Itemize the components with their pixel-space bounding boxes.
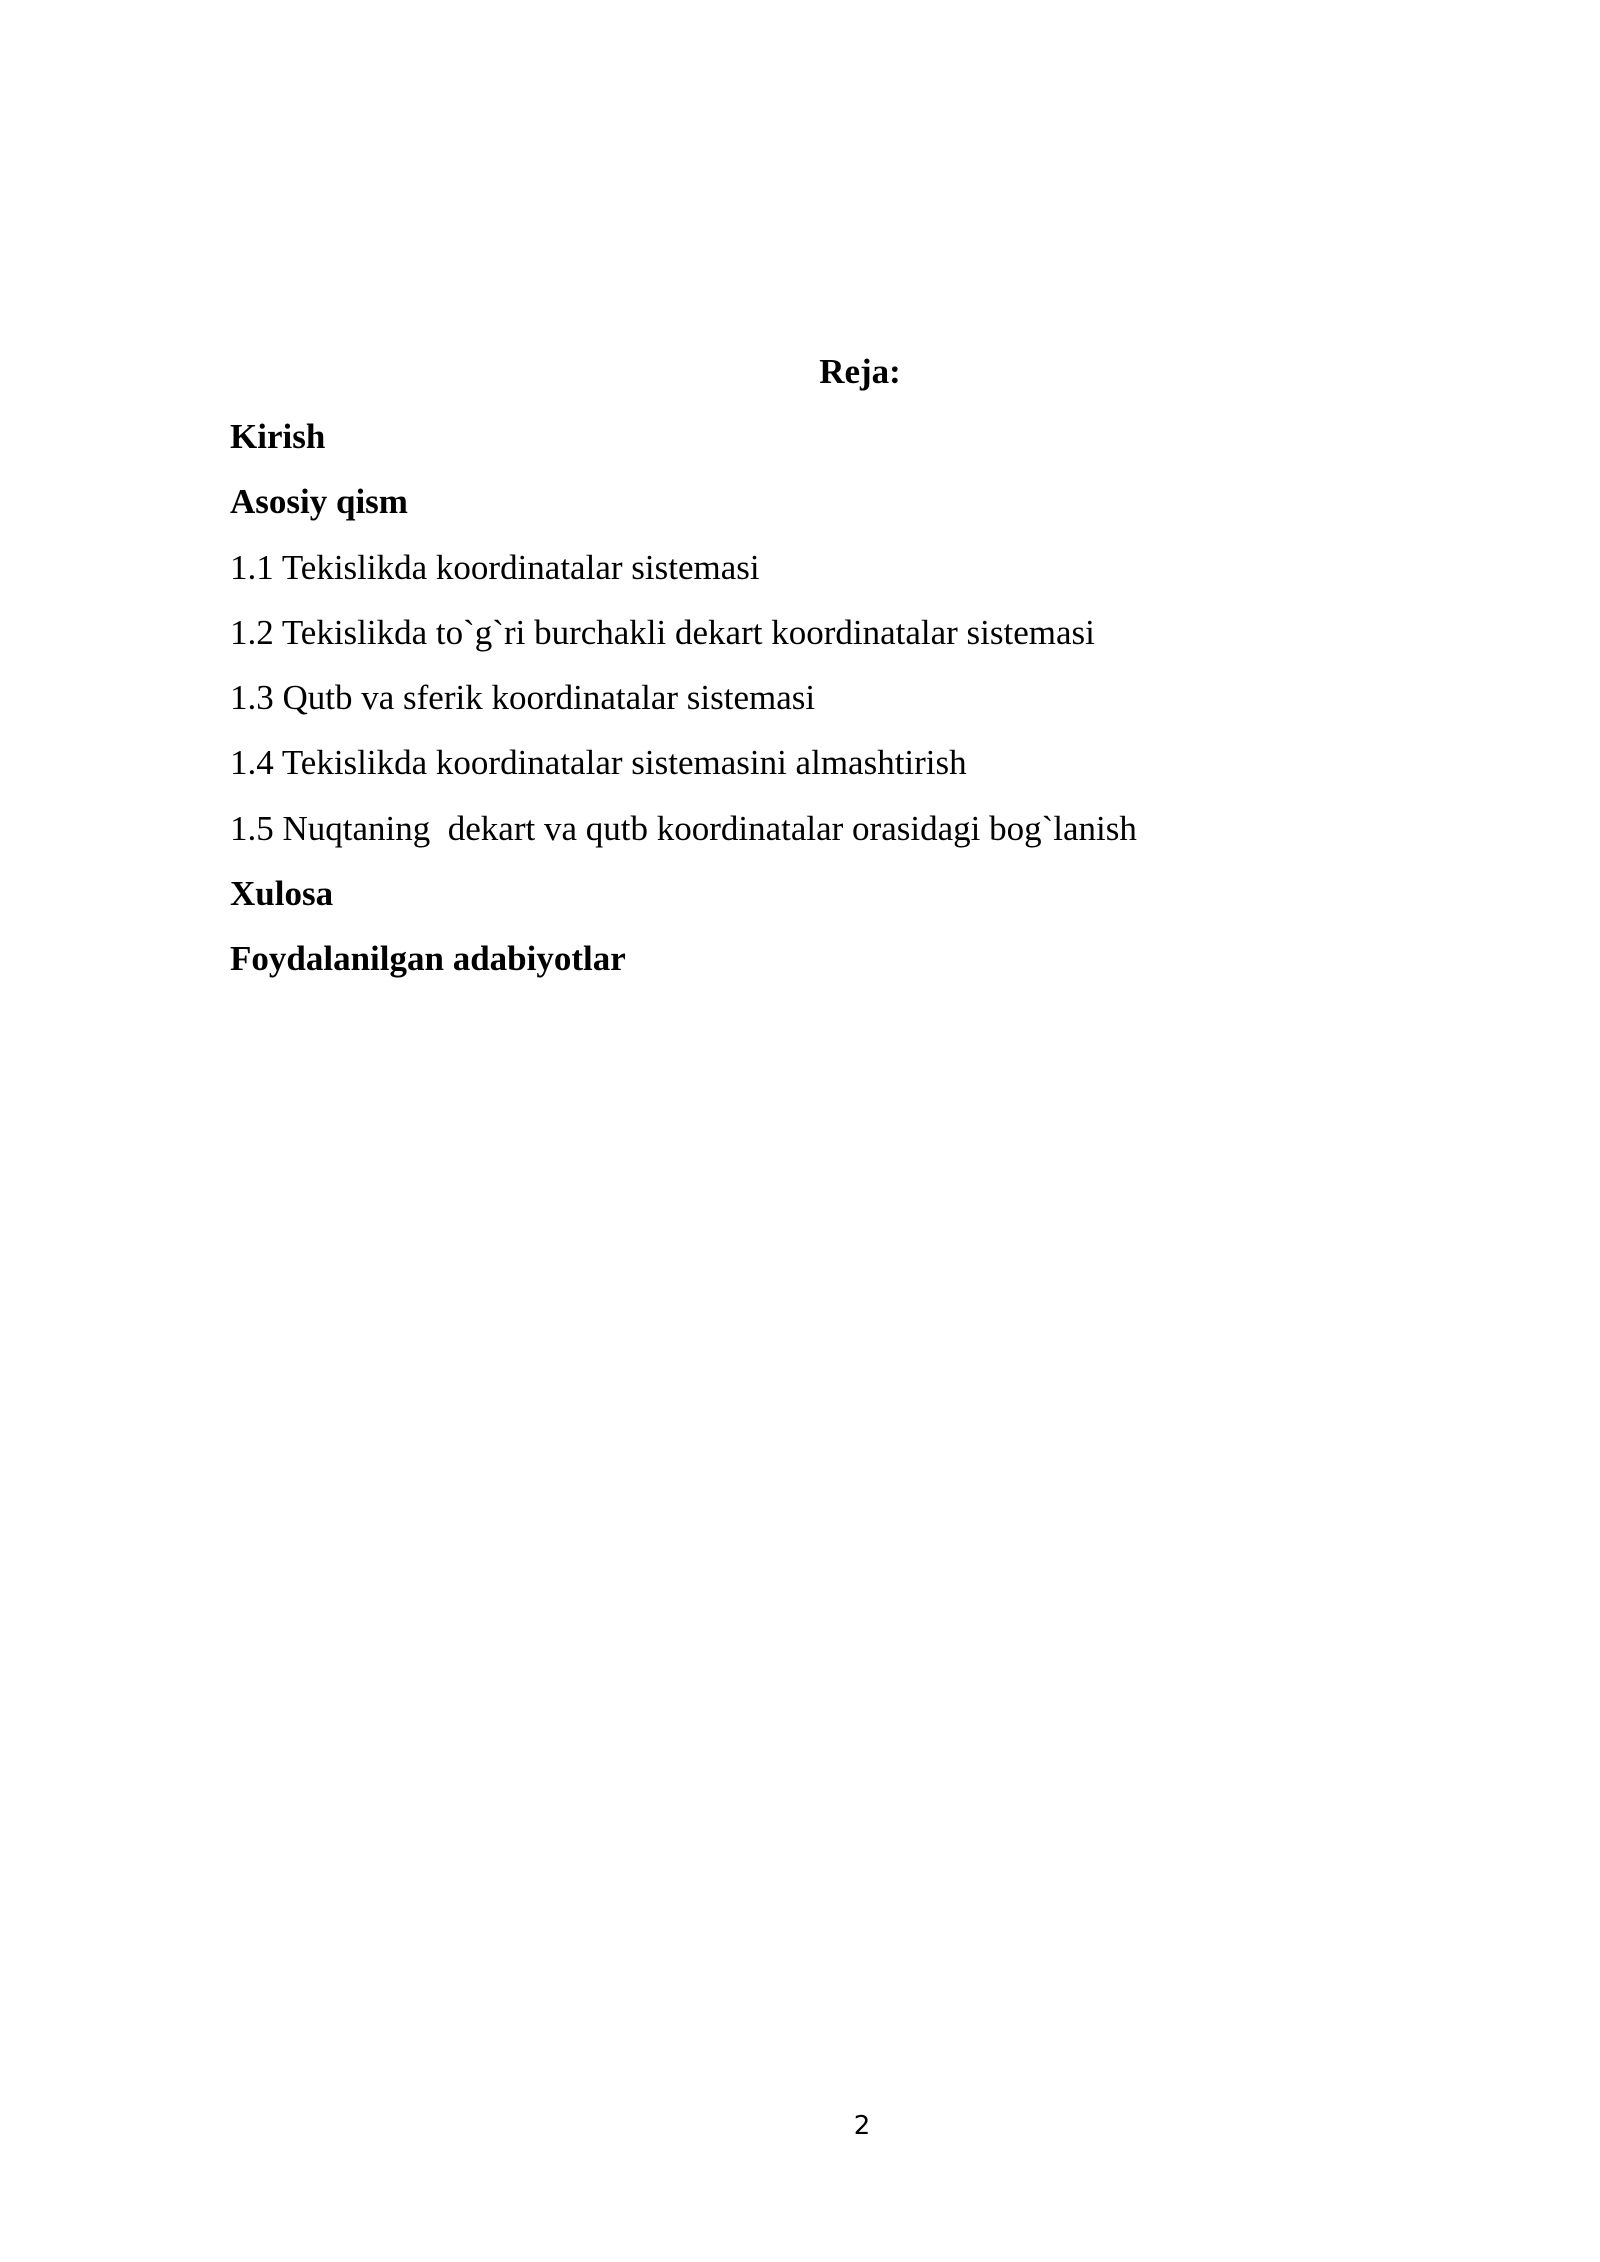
toc-item-section-1-5: 1.5 Nuqtaning dekart va qutb koordinatalar orasidagi bog`lanish — [230, 808, 1137, 848]
toc-item-main-part: Asosiy qism — [230, 482, 408, 522]
table-of-contents — [230, 413, 1137, 1001]
page-title: Reja: — [819, 352, 901, 391]
toc-item-section-1-2: 1.2 Tekislikda to`g`ri burchakli dekart koordinatalar sistemasi — [230, 612, 1095, 652]
toc-item-references: Foydalanilgan adabiyotlar — [230, 939, 626, 979]
page-number: 2 — [853, 2111, 871, 2141]
toc-item-section-1-3: 1.3 Qutb va sferik koordinatalar sistemasi — [230, 678, 816, 718]
toc-item-conclusion: Xulosa — [230, 874, 334, 914]
toc-item-introduction: Kirish — [230, 417, 326, 456]
toc-item-section-1-1: 1.1 Tekislikda koordinatalar sistemasi — [230, 547, 760, 587]
toc-item-section-1-4: 1.4 Tekislikda koordinatalar sistemasini almashtirish — [230, 743, 967, 783]
